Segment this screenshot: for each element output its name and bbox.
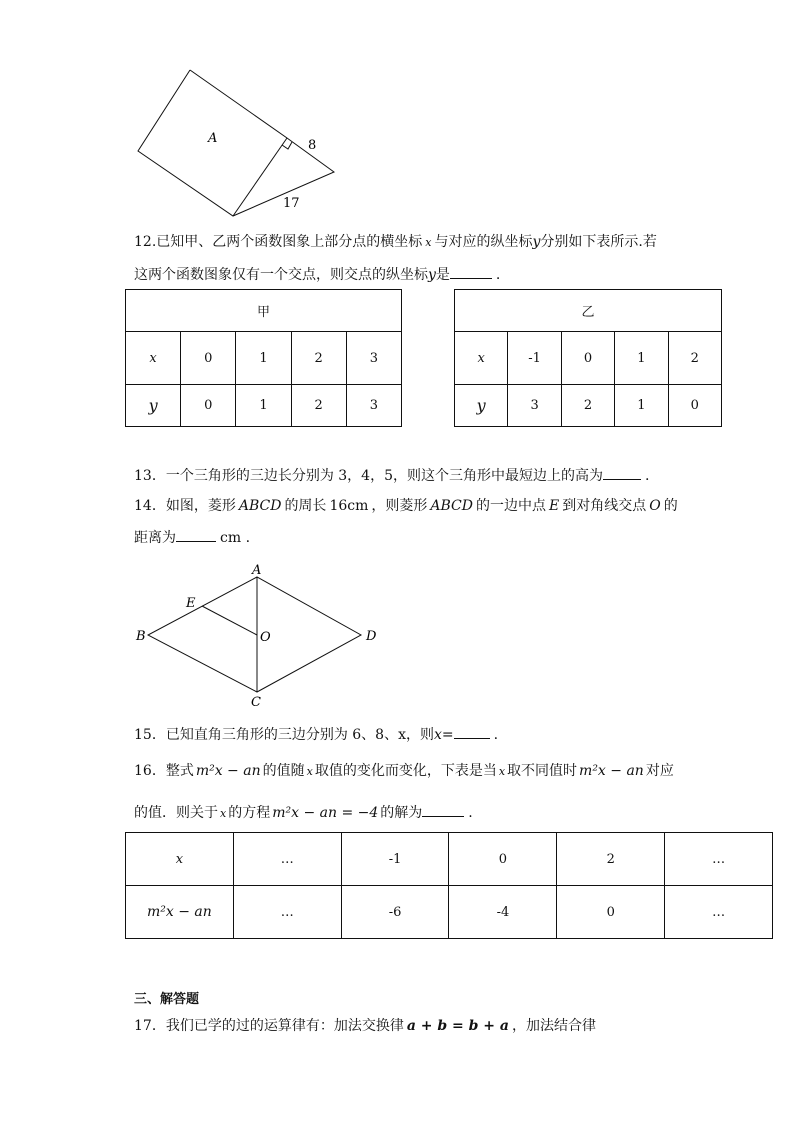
table-cell: 1 [615, 385, 668, 427]
table-jia [125, 289, 402, 427]
q14-text-d: 的一边中点 [475, 498, 546, 514]
q17-line [134, 1016, 596, 1036]
q14-E: E [548, 498, 560, 514]
q14-abcd: ABCD [238, 498, 282, 514]
q14-text-a: 14．如图，菱形 [134, 498, 236, 514]
table-cell: y [126, 385, 181, 427]
table-cell: x [455, 332, 508, 385]
figure-edges [138, 70, 334, 216]
q14-abcd2: ABCD [430, 498, 473, 514]
q13-text: 13．一个三角形的三边长分别为 3，4，5，则这个三角形中最短边上的高为 [134, 468, 603, 484]
table-cell: … [665, 886, 773, 939]
table-cell: 2 [291, 385, 346, 427]
label-A: A [252, 563, 262, 578]
table-cell: m²x − an [126, 886, 234, 939]
q12-text-b: 与对应的纵坐标 [434, 234, 533, 250]
q16-text-b: 的值随 [262, 763, 305, 779]
table-cell: 2 [561, 385, 614, 427]
q16-expr: m²x − an [195, 763, 261, 779]
q16-line2 [134, 802, 473, 824]
segment-EO [202, 606, 257, 635]
q16-end: . [468, 805, 473, 821]
prism-figure [130, 60, 350, 220]
q12-var-y2: y [428, 267, 436, 283]
table-cell: 0 [561, 332, 614, 385]
q17-law: a + b = b + a [406, 1018, 509, 1034]
q16-text-e: 对应 [645, 763, 674, 779]
table-yi-title: 乙 [455, 290, 722, 332]
table-cell: … [665, 833, 773, 886]
q14-text-e: 到对角线交点 [562, 498, 647, 514]
q12-text-d: 这两个函数图象仅有一个交点，则交点的纵坐标 [134, 267, 428, 283]
q16-text-a: 16．整式 [134, 763, 194, 779]
q16-text-d: 取不同值时 [507, 763, 578, 779]
q16-x1: x [306, 765, 313, 778]
table-cell: 2 [557, 833, 665, 886]
table-cell: 0 [449, 833, 557, 886]
q16-answer-blank[interactable] [422, 802, 464, 817]
table-cell: -4 [449, 886, 557, 939]
q14-text-f: 的 [663, 498, 678, 514]
label-17: 17 [283, 196, 300, 211]
table-cell: -1 [508, 332, 561, 385]
q15-eq: = [441, 727, 454, 743]
table-cell: 0 [557, 886, 665, 939]
label-A: A [208, 131, 218, 146]
q12-var-x: x [425, 236, 432, 249]
table-yi [454, 289, 722, 427]
table-cell: 3 [346, 385, 401, 427]
q12-text-a: 12.已知甲、乙两个函数图象上部分点的横坐标 [134, 234, 423, 250]
q15-answer-blank[interactable] [454, 724, 490, 739]
q14-perimeter: 16cm [329, 498, 369, 514]
table-cell: 3 [508, 385, 561, 427]
q15-text: 15．已知直角三角形的三边分别为 6、8、x，则 [134, 727, 434, 743]
table-cell: 1 [236, 332, 291, 385]
q14-line2 [134, 527, 250, 548]
q15-x: x [433, 727, 442, 743]
table-cell: 0 [668, 385, 721, 427]
section-title: 三、解答题 [134, 992, 200, 1007]
table-q16 [125, 832, 773, 939]
q12-var-y: y [532, 234, 541, 250]
q13-answer-blank[interactable] [603, 465, 641, 480]
q16-text-g: 的方程 [228, 805, 271, 821]
q12-line2 [134, 264, 500, 285]
q15-line [134, 724, 498, 745]
table-cell: … [233, 833, 341, 886]
q14-O: O [649, 498, 661, 514]
table-cell: -6 [341, 886, 449, 939]
table-cell: 3 [346, 332, 401, 385]
table-cell: x [126, 833, 234, 886]
q14-text-b: 的周长 [284, 498, 327, 514]
q12-end: . [495, 267, 501, 283]
q16-x2: x [498, 765, 506, 778]
table-cell: 2 [291, 332, 346, 385]
table-cell: y [455, 385, 508, 427]
table-cell: 1 [236, 385, 291, 427]
table-cell: x [126, 332, 181, 385]
q14-text-c: ，则菱形 [371, 498, 428, 514]
label-C: C [251, 695, 261, 710]
q16-line1 [134, 761, 674, 782]
q12-text-e: 是 [435, 267, 450, 283]
q17-text-a: 17．我们已学的过的运算律有：加法交换律 [134, 1018, 404, 1034]
q15-end: . [493, 727, 499, 743]
q17-text-b: ，加法结合律 [511, 1018, 596, 1034]
q16-text-h: 的解为 [380, 805, 423, 821]
table-cell: 0 [181, 332, 236, 385]
q12-text-c: 分别如下表所示.若 [540, 234, 657, 250]
label-D: D [366, 629, 377, 644]
table-cell: 0 [181, 385, 236, 427]
rhombus-edges [148, 577, 361, 692]
q12-line1 [134, 232, 657, 253]
table-cell: 2 [668, 332, 721, 385]
q16-equation: m²x − an = −4 [272, 805, 379, 821]
label-8: 8 [308, 138, 317, 153]
q13-line [134, 465, 649, 486]
table-cell: … [233, 886, 341, 939]
table-jia-title: 甲 [126, 290, 402, 332]
q14-answer-blank[interactable] [176, 527, 216, 542]
q14-line1 [134, 496, 678, 516]
q12-answer-blank[interactable] [450, 264, 492, 279]
q14-text-h: cm . [220, 530, 251, 546]
q16-text-f: 的值．则关于 [134, 805, 218, 821]
table-cell: 1 [615, 332, 668, 385]
label-B: B [136, 629, 146, 644]
q13-end: . [645, 468, 650, 484]
label-E: E [186, 596, 196, 611]
rhombus-figure [130, 560, 390, 710]
table-cell: -1 [341, 833, 449, 886]
q16-expr2: m²x − an [579, 763, 644, 779]
q16-x3: x [220, 807, 227, 820]
q14-text-g: 距离为 [134, 530, 176, 546]
q16-text-c: 取值的变化而变化，下表是当 [314, 763, 497, 779]
label-O: O [260, 630, 271, 645]
